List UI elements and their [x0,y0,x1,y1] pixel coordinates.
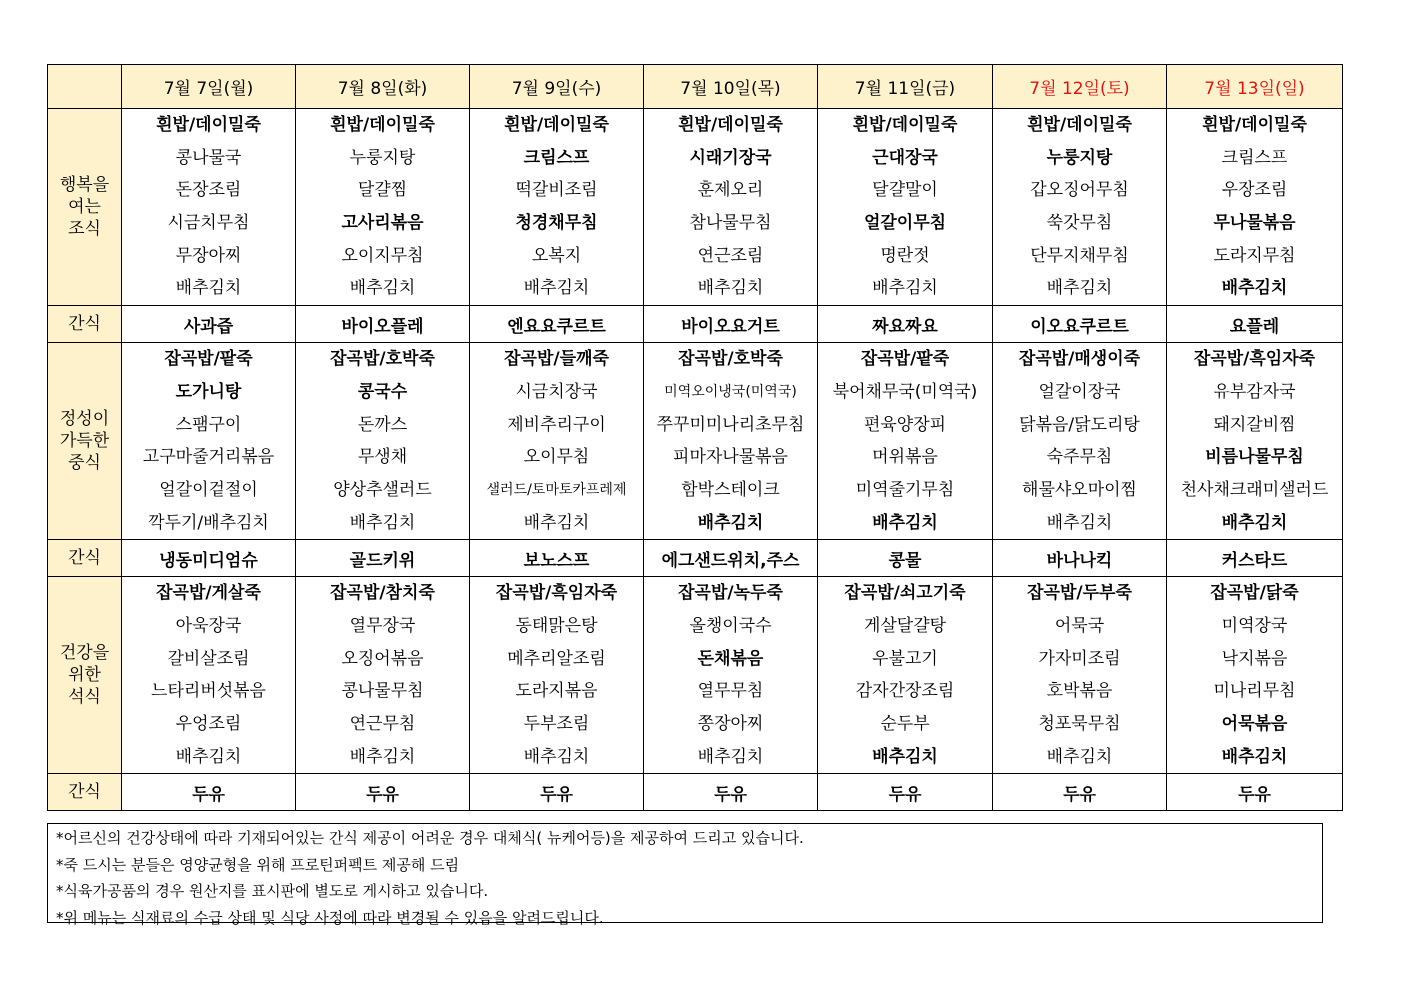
menu-item: 어묵국 [1054,615,1105,636]
menu-item: 크림스프 [1221,147,1288,168]
snack-item: 바나나킥 [993,540,1167,577]
notes-box [47,823,1323,927]
menu-item: 얼갈이겉절이 [159,479,258,500]
menu-item: 흰밥/데이밀죽 [1202,115,1307,135]
snack-item: 냉동미디엄슈 [122,540,296,577]
menu-item: 참나물무침 [689,213,772,234]
menu-item: 누룽지탕 [1046,147,1113,168]
menu-item: 크림스프 [523,147,590,168]
menu-item: 배추김치 [349,278,416,299]
menu-item: 배추김치 [175,746,242,767]
menu-item: 오징어볶음 [341,648,424,669]
menu-item: 가자미조림 [1038,648,1121,669]
meal-cell [993,577,1167,774]
snack-item: 두유 [644,774,818,811]
meal-label: 건강을 위한 석식 [48,577,122,774]
snack-label: 간식 [48,774,122,811]
menu-item: 돈채볶음 [697,648,764,669]
menu-item: 배추김치 [697,746,764,767]
note-line: *위 메뉴는 식재료의 수급 상태 및 식당 사정에 따라 변경될 수 있음을 알려드립니다. [56,908,604,927]
meal-cell [644,109,818,306]
day-header: 7월 11일(금) [818,65,993,109]
menu-item: 잡곡밥/팥죽 [860,349,950,370]
menu-item: 무생채 [357,447,408,468]
menu-item: 흰밥/데이밀죽 [1027,115,1132,135]
meal-cell [470,343,644,540]
menu-item: 배추김치 [1221,278,1288,299]
menu-item: 감자간장조림 [855,681,955,702]
snack-item: 이오요쿠르트 [993,306,1167,343]
menu-item: 잡곡밥/들깨죽 [504,349,609,370]
snack-item: 커스타드 [1167,540,1343,577]
meal-cell [818,109,993,306]
note-line: *식육가공품의 경우 원산지를 표시판에 별도로 게시하고 있습니다. [56,882,489,900]
note-line: *죽 드시는 분들은 영양균형을 위해 프로틴퍼펙트 제공해 드림 [56,855,460,874]
menu-item: 시금치무침 [167,213,250,234]
weekly-menu-table [47,64,1343,811]
menu-item: 잡곡밥/게살죽 [156,583,261,604]
meal-cell [122,109,296,306]
menu-item: 아욱장국 [175,615,242,636]
menu-item: 피마자나물볶음 [673,447,788,468]
menu-item: 훈제오리 [697,180,764,201]
meal-label: 정성이 가득한 중식 [48,343,122,540]
snack-item: 바이오요거트 [644,306,818,343]
menu-item: 배추김치 [697,278,764,299]
menu-item: 우장조림 [1221,180,1288,201]
day-header: 7월 9일(수) [470,65,644,109]
menu-item: 게살달걀탕 [863,615,947,636]
snack-row [48,540,1343,577]
meal-cell [1167,343,1343,540]
menu-item: 도라지볶음 [515,681,598,702]
menu-item: 흰밥/데이밀죽 [156,115,261,135]
menu-item: 잡곡밥/닭죽 [1210,583,1299,604]
menu-item: 느타리버섯볶음 [151,681,266,702]
meal-cell [296,343,470,540]
meal-cell [818,343,993,540]
menu-item: 배추김치 [523,278,590,299]
snack-label: 간식 [48,306,122,343]
meal-label: 행복을 여는 조식 [48,109,122,306]
menu-item: 배추김치 [1221,746,1288,767]
menu-item: 누룽지탕 [349,147,416,168]
menu-item: 배추김치 [872,746,938,767]
menu-item: 호박볶음 [1046,681,1113,702]
meal-cell [296,109,470,306]
menu-item: 배추김치 [872,512,938,533]
header-corner [48,65,122,109]
menu-item: 잡곡밥/흑임자죽 [495,583,618,604]
meal-cell [296,577,470,774]
snack-item: 요플레 [1167,306,1343,343]
menu-item: 갈비살조림 [167,648,250,669]
menu-item: 쑥갓무침 [1046,213,1113,234]
menu-item: 잡곡밥/참치죽 [330,583,435,604]
menu-item: 시금치장국 [515,381,598,402]
snack-item: 두유 [818,774,993,811]
menu-item: 숙주무침 [1046,447,1113,468]
menu-item: 배추김치 [349,512,416,533]
meal-cell [993,109,1167,306]
menu-item: 무나물볶음 [1213,213,1296,234]
snack-item: 골드키위 [296,540,470,577]
menu-item: 돈장조림 [175,180,242,201]
menu-item: 쭈꾸미미나리초무침 [656,414,805,435]
menu-item: 유부감자국 [1213,381,1296,402]
menu-item: 배추김치 [1046,746,1113,767]
menu-item: 얼갈이장국 [1038,381,1121,402]
menu-item: 어묵볶음 [1221,714,1288,734]
menu-item: 메추리알조림 [507,648,606,669]
snack-item: 에그샌드위치,주스 [644,540,818,577]
meal-cell [644,343,818,540]
menu-item: 샐러드/토마토카프레제 [486,481,627,498]
menu-item: 콩국수 [357,381,408,402]
menu-item: 배추김치 [523,746,590,767]
menu-item: 청포묵무침 [1038,714,1121,734]
day-header-row [48,65,1343,109]
menu-item: 배추김치 [523,512,590,533]
meal-row [48,577,1343,774]
menu-item: 콩나물국 [175,147,242,168]
menu-item: 달걀말이 [872,180,938,201]
snack-item: 엔요요쿠르트 [470,306,644,343]
menu-item: 우불고기 [872,648,938,669]
meal-row [48,343,1343,540]
menu-item: 배추김치 [1046,512,1113,533]
meal-cell [1167,577,1343,774]
menu-item: 배추김치 [697,512,764,533]
day-header: 7월 8일(화) [296,65,470,109]
menu-item: 두부조림 [523,714,590,734]
meal-cell [993,343,1167,540]
menu-item: 오복지 [531,245,582,266]
menu-item: 동태맑은탕 [515,615,598,636]
menu-item: 미역장국 [1221,615,1288,636]
menu-item: 연근무침 [349,714,416,734]
menu-item: 떡갈비조림 [515,180,598,201]
menu-item: 콩나물무침 [341,681,424,702]
menu-item: 고구마줄거리볶음 [142,447,275,468]
meal-cell [1167,109,1343,306]
menu-item: 올챙이국수 [689,615,772,636]
menu-item: 깍두기/배추김치 [148,512,269,533]
snack-row [48,306,1343,343]
menu-item: 비름나물무침 [1205,447,1304,468]
meal-cell [818,577,993,774]
menu-item: 흰밥/데이밀죽 [852,115,958,135]
meal-cell [470,109,644,306]
meal-cell [122,343,296,540]
meal-row [48,109,1343,306]
menu-item: 닭볶음/닭도리탕 [1019,414,1140,435]
menu-item: 돼지갈비찜 [1213,414,1296,435]
meal-cell [470,577,644,774]
snack-item: 바이오플레 [296,306,470,343]
menu-item: 우엉조림 [175,714,242,734]
menu-item: 미역줄기무침 [855,479,955,500]
menu-item: 함박스테이크 [681,479,780,500]
menu-item: 명란젓 [880,245,930,266]
menu-item: 흰밥/데이밀죽 [330,115,435,135]
menu-item: 잡곡밥/매생이죽 [1018,349,1141,370]
menu-item: 갑오징어무침 [1030,180,1129,201]
menu-item: 미역오이냉국(미역국) [664,383,797,400]
snack-label: 간식 [48,540,122,577]
menu-item: 오이무침 [523,447,590,468]
snack-row [48,774,1343,811]
menu-item: 배추김치 [872,278,938,299]
menu-item: 배추김치 [175,278,242,299]
menu-item: 양상추샐러드 [333,479,432,500]
day-header: 7월 7일(월) [122,65,296,109]
menu-item: 북어채무국(미역국) [832,381,978,402]
menu-item: 머위볶음 [872,447,938,468]
menu-item: 배추김치 [1046,278,1113,299]
menu-item: 잡곡밥/쇠고기죽 [844,583,966,604]
menu-item: 흰밥/데이밀죽 [504,115,609,135]
menu-item: 잡곡밥/호박죽 [330,349,435,370]
menu-item: 잡곡밥/흑임자죽 [1193,349,1316,370]
menu-item: 해물샤오마이찜 [1022,479,1137,500]
menu-item: 근대장국 [872,147,938,168]
snack-item: 두유 [1167,774,1343,811]
menu-item: 순두부 [880,714,930,734]
menu-item: 청경채무침 [515,213,598,234]
day-header: 7월 10일(목) [644,65,818,109]
meal-cell [122,577,296,774]
menu-item: 고사리볶음 [341,213,424,234]
snack-item: 두유 [122,774,296,811]
menu-item: 무장아찌 [175,245,242,266]
snack-item: 보노스프 [470,540,644,577]
menu-item: 잡곡밥/두부죽 [1027,583,1132,604]
menu-item: 열무무침 [697,681,764,702]
snack-item: 두유 [296,774,470,811]
menu-item: 달걀찜 [357,180,408,201]
menu-item: 제비추리구이 [507,414,606,435]
menu-item: 열무장국 [349,615,416,636]
menu-item: 시래기장국 [689,147,772,168]
snack-item: 두유 [993,774,1167,811]
menu-item: 도가니탕 [175,381,242,402]
menu-item: 도라지무침 [1213,245,1296,266]
menu-item: 천사채크래미샐러드 [1180,479,1329,500]
note-line: *어르신의 건강상태에 따라 기재되어있는 간식 제공이 어려운 경우 대체식( 뉴케어등)을 제공하여 드리고 있습니다. [56,829,804,847]
meal-cell [644,577,818,774]
menu-item: 미나리무침 [1213,681,1296,702]
menu-item: 낙지볶음 [1221,648,1288,669]
menu-item: 흰밥/데이밀죽 [678,115,783,135]
menu-item: 배추김치 [1221,512,1288,533]
menu-item: 배추김치 [349,746,416,767]
menu-item: 스팸구이 [175,414,242,435]
menu-item: 단무지채무침 [1030,245,1129,266]
menu-item: 얼갈이무침 [863,213,947,234]
menu-item: 잡곡밥/호박죽 [678,349,783,370]
menu-item: 돈까스 [357,414,408,435]
menu-item: 연근조림 [697,245,764,266]
snack-item: 두유 [470,774,644,811]
menu-item: 편육양장피 [863,414,947,435]
menu-item: 오이지무침 [341,245,424,266]
day-header: 7월 13일(일) [1167,65,1343,109]
menu-item: 쫑장아찌 [697,714,764,734]
menu-item: 잡곡밥/녹두죽 [678,583,783,604]
snack-item: 사과즙 [122,306,296,343]
snack-item: 콩물 [818,540,993,577]
menu-item: 잡곡밥/팥죽 [164,349,253,370]
day-header: 7월 12일(토) [993,65,1167,109]
snack-item: 짜요짜요 [818,306,993,343]
